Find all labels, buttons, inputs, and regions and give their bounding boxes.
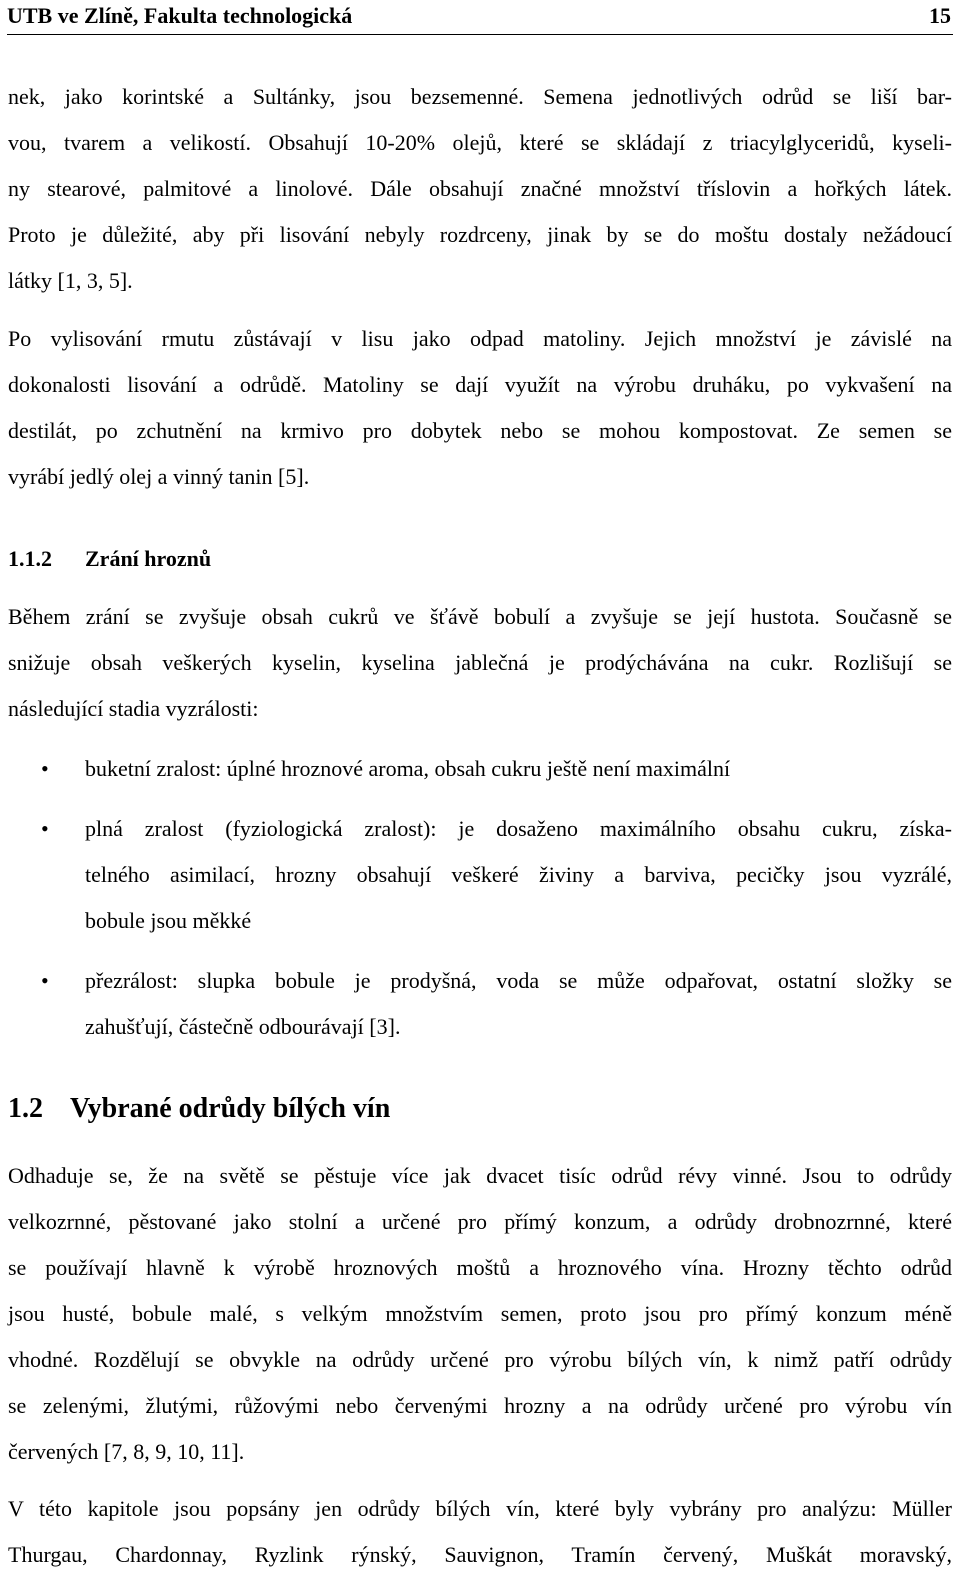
bullet-item-line: přezrálost: slupka bobule je prodyšná, voda se může odpařovat, ostatní složky se: [85, 968, 952, 993]
section-number: 1.1.2: [8, 546, 52, 571]
bullet-item-line: telného asimilací, hrozny obsahují veškeré živiny a barviva, pecičky jsou vyzrálé,: [85, 862, 952, 887]
paragraph-line: Proto je důležité, aby při lisování nebyly rozdrceny, jinak by se do moštu dostaly nežádoucí: [8, 222, 952, 247]
paragraph-line: Thurgau, Chardonnay, Ryzlink rýnský, Sauvignon, Tramín červený, Muškát moravský,: [8, 1542, 952, 1567]
bullet-item-line: bobule jsou měkké: [85, 908, 252, 933]
section-heading-1-2: [8, 1093, 390, 1125]
paragraph-line: dokonalosti lisování a odrůdě. Matoliny se dají využít na výrobu druháku, po vykvašení na: [8, 372, 952, 397]
paragraph-line: Po vylisování rmutu zůstávají v lisu jako odpad matoliny. Jejich množství je závislé na: [8, 326, 952, 351]
bullet-marker: •: [41, 968, 49, 993]
paragraph-line: Během zrání se zvyšuje obsah cukrů ve šťávě bobulí a zvyšuje se její hustota. Současně se: [8, 604, 952, 629]
page-number: 15: [929, 3, 951, 28]
section-title: Zrání hroznů: [85, 546, 212, 571]
running-header: [7, 0, 953, 35]
paragraph-line: červených [7, 8, 9, 10, 11].: [8, 1439, 245, 1464]
bullet-item-line: zahušťují, částečně odbourávají [3].: [85, 1014, 401, 1039]
paragraph-line: vou, tvarem a velikostí. Obsahují 10-20% olejů, které se skládají z triacylglyceridů, kyseli-: [8, 130, 952, 155]
bullet-item-line: plná zralost (fyziologická zralost): je dosaženo maximálního obsahu cukru, získa-: [85, 816, 952, 841]
paragraph-line: látky [1, 3, 5].: [8, 268, 133, 293]
paragraph-line: následující stadia vyzrálosti:: [8, 696, 259, 721]
paragraph-line: nek, jako korintské a Sultánky, jsou bezsemenné. Semena jednotlivých odrůd se liší bar-: [8, 84, 952, 109]
paragraph-line: snižuje obsah veškerých kyselin, kyselina jablečná je prodýchávána na cukr. Rozlišují se: [8, 650, 952, 675]
paragraph-line: ny stearové, palmitové a linolové. Dále obsahují značné množství tříslovin a hořkých látek.: [8, 176, 952, 201]
header-title: UTB ve Zlíně, Fakulta technologická: [7, 3, 353, 28]
section-heading-1-1-2: [8, 546, 211, 572]
paragraph-line: destilát, po zchutnění na krmivo pro dobytek nebo se mohou kompostovat. Ze semen se: [8, 418, 952, 443]
section-number: 1.2: [8, 1093, 43, 1124]
bullet-item-line: buketní zralost: úplné hroznové aroma, obsah cukru ještě není maximální: [85, 756, 731, 781]
paragraph-line: V této kapitole jsou popsány jen odrůdy bílých vín, které byly vybrány pro analýzu: Müller: [8, 1496, 952, 1521]
paragraph-line: se používají hlavně k výrobě hroznových moštů a hroznového vína. Hrozny těchto odrůd: [8, 1255, 952, 1280]
section-title: Vybrané odrůdy bílých vín: [70, 1093, 391, 1124]
paragraph-line: jsou husté, bobule malé, s velkým množstvím semen, proto jsou pro přímý konzum méně: [8, 1301, 952, 1326]
paragraph-line: Odhaduje se, že na světě se pěstuje více jak dvacet tisíc odrůd révy vinné. Jsou to odrůdy: [8, 1163, 952, 1188]
paragraph-line: velkozrnné, pěstované jako stolní a určené pro přímý konzum, a odrůdy drobnozrnné, které: [8, 1209, 952, 1234]
paragraph-line: vhodné. Rozdělují se obvykle na odrůdy určené pro výrobu bílých vín, k nimž patří odrůdy: [8, 1347, 952, 1372]
paragraph-line: vyrábí jedlý olej a vinný tanin [5].: [8, 464, 310, 489]
bullet-marker: •: [41, 756, 49, 781]
bullet-marker: •: [41, 816, 49, 841]
paragraph-line: se zelenými, žlutými, růžovými nebo červenými hrozny a na odrůdy určené pro výrobu vín: [8, 1393, 952, 1418]
